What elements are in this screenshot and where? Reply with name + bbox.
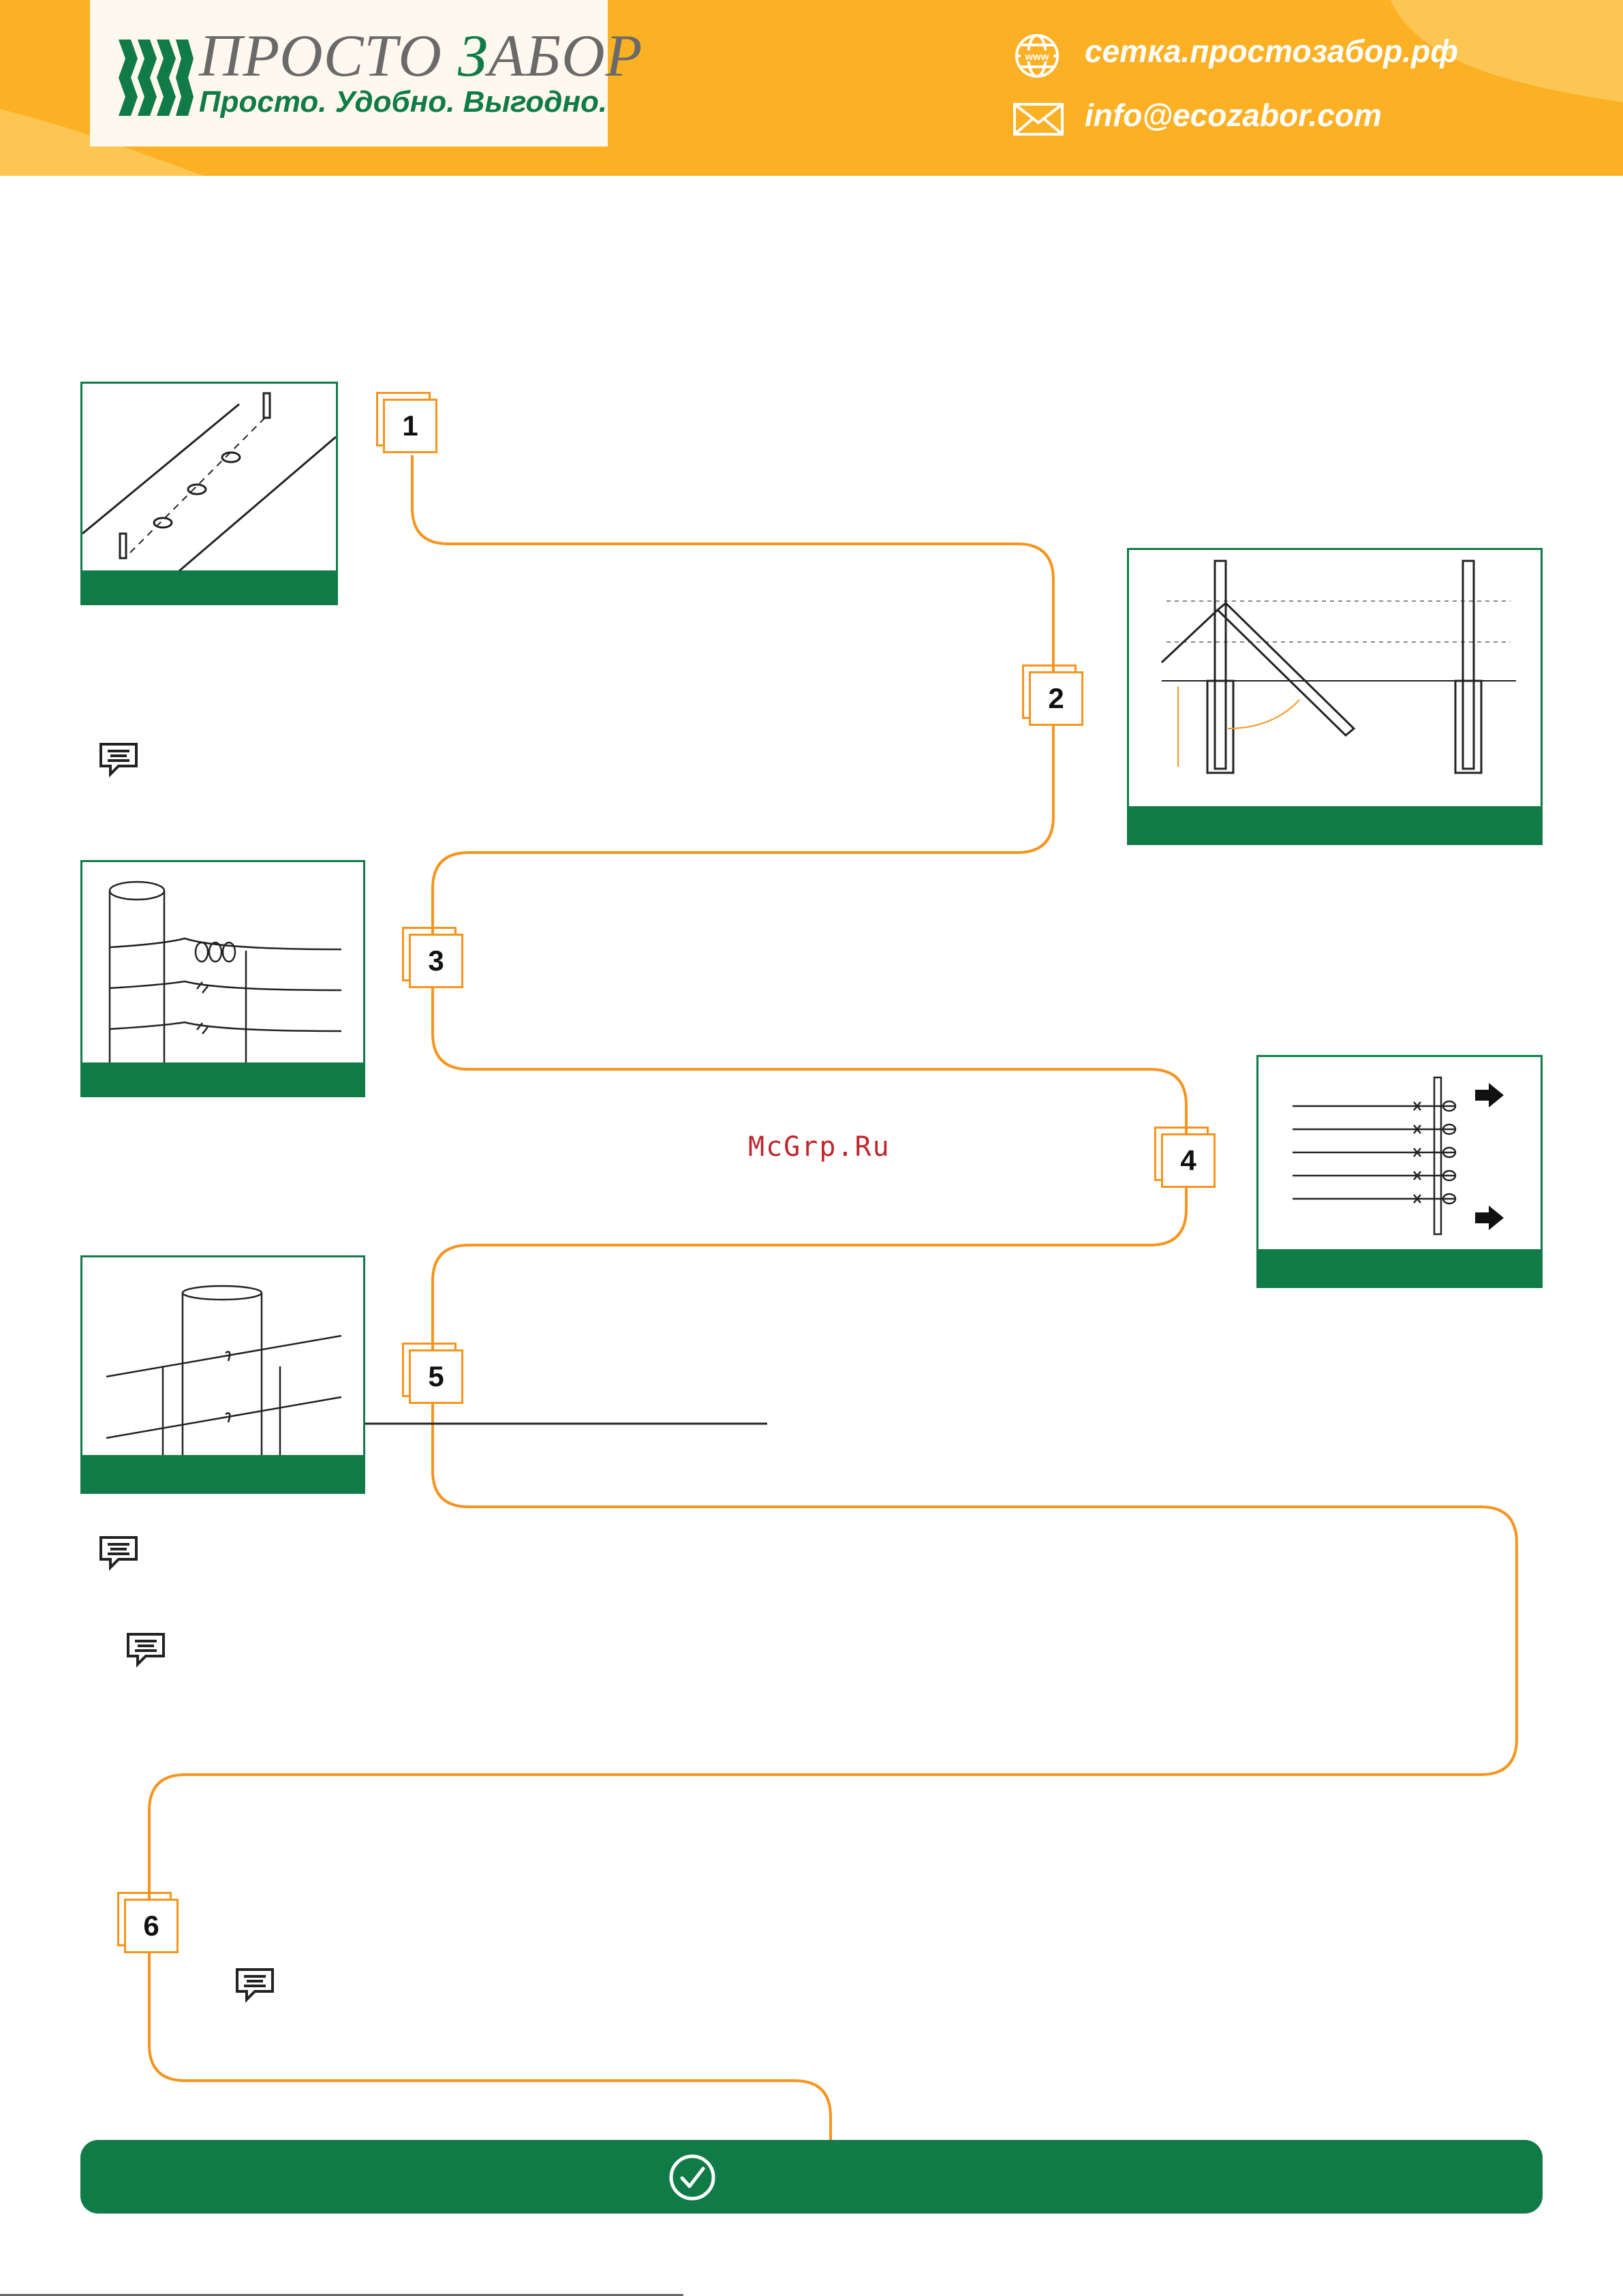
illustration-card-4 bbox=[1256, 1055, 1543, 1288]
watermark: McGrp.Ru bbox=[748, 1131, 891, 1163]
illustration-card-3 bbox=[80, 860, 365, 1097]
step-marker-1: 1 bbox=[376, 392, 432, 448]
illustration-card-1 bbox=[80, 382, 338, 605]
logo-title: ПРОСТО ЗАБОР bbox=[199, 23, 643, 89]
completion-bar bbox=[80, 2140, 1543, 2214]
step-marker-2: 2 bbox=[1022, 664, 1078, 720]
website-link[interactable]: сетка.простозабор.рф bbox=[1085, 33, 1458, 69]
step-marker-5: 5 bbox=[402, 1343, 458, 1398]
illustration-card-2 bbox=[1127, 548, 1543, 845]
illustration-card-5 bbox=[80, 1255, 365, 1494]
step-marker-4: 4 bbox=[1154, 1127, 1210, 1182]
step-marker-3: 3 bbox=[402, 927, 458, 983]
note-comment-icon bbox=[124, 1632, 168, 1668]
check-circle-icon bbox=[668, 2154, 716, 2201]
note-comment-icon bbox=[233, 1967, 277, 2004]
step-marker-6: 6 bbox=[117, 1892, 173, 1948]
email-link[interactable]: info@ecozabor.com bbox=[1085, 97, 1382, 133]
svg-text:www: www bbox=[1025, 51, 1049, 63]
note-comment-icon bbox=[97, 1535, 140, 1572]
post-bracing-illustration bbox=[1129, 550, 1543, 845]
logo-tagline: Просто. Удобно. Выгодно. bbox=[199, 85, 608, 119]
note-comment-icon bbox=[97, 741, 140, 778]
